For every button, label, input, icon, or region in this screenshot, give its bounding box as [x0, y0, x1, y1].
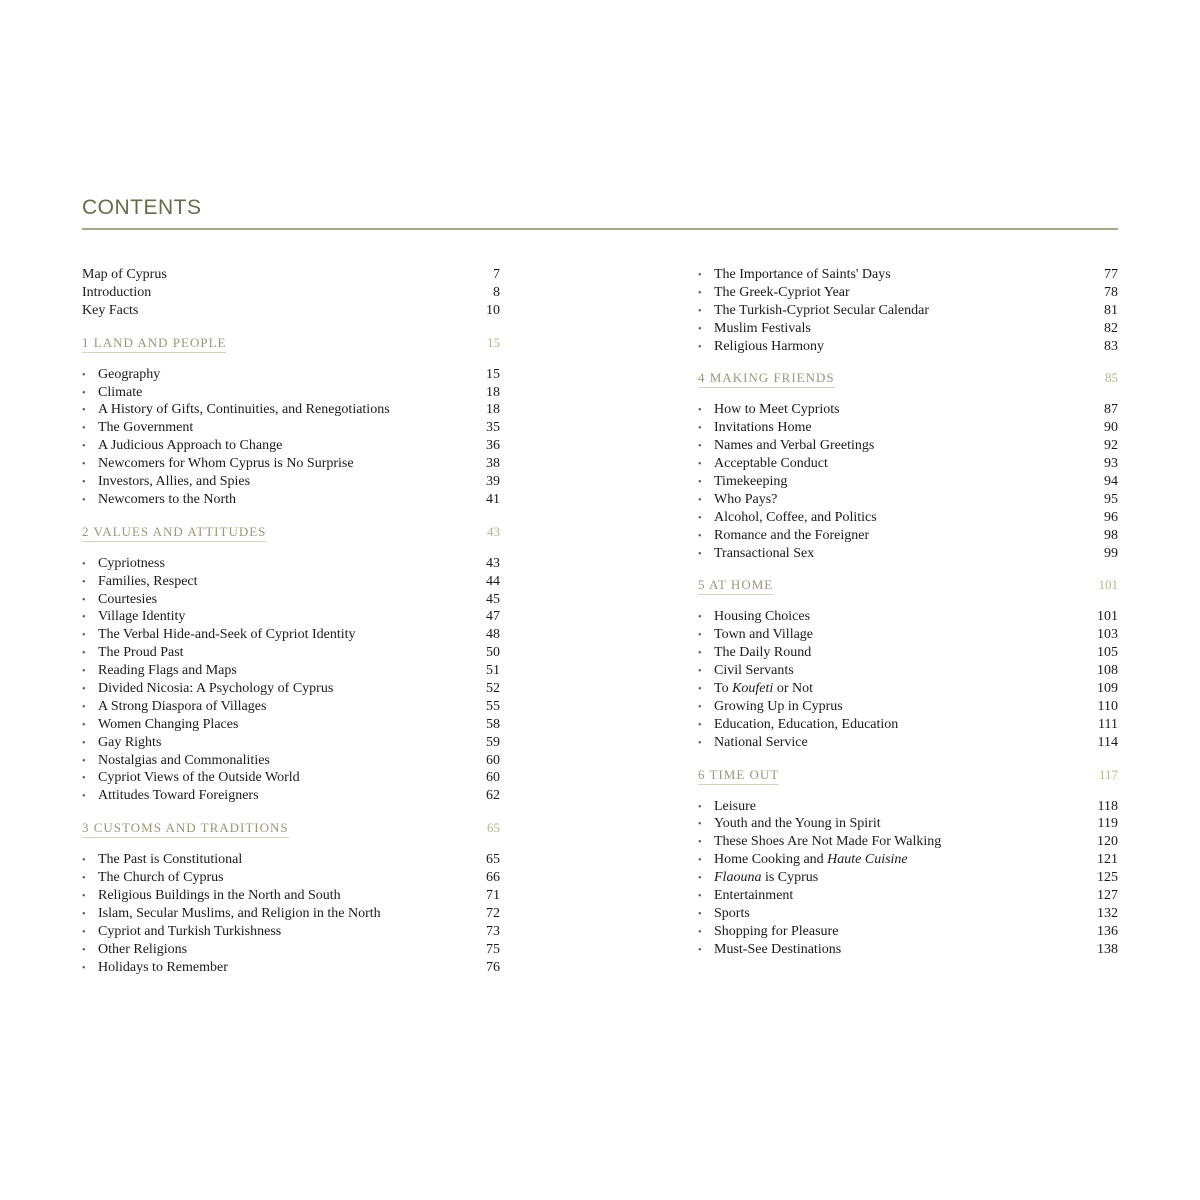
entry-title: A Strong Diaspora of Villages — [98, 698, 267, 714]
entry-page: 114 — [1097, 734, 1118, 750]
bullet-icon: • — [698, 701, 702, 713]
entry-title: Families, Respect — [98, 573, 198, 589]
entry-title: Women Changing Places — [98, 716, 239, 732]
toc-entry[interactable] — [698, 527, 1118, 545]
bullet-icon: • — [82, 855, 86, 867]
entry-title: Other Religions — [98, 941, 188, 957]
entry-page: 60 — [486, 770, 500, 786]
entry-title: Romance and the Foreigner — [714, 527, 870, 543]
entry-title: Leisure — [714, 798, 756, 814]
bullet-icon: • — [698, 855, 702, 867]
bullet-icon: • — [82, 612, 86, 624]
entry-page: 52 — [486, 681, 500, 697]
entry-page: 87 — [1104, 402, 1118, 418]
entry-title: Alcohol, Coffee, and Politics — [714, 509, 877, 525]
toc-entry[interactable] — [82, 266, 500, 284]
entry-page: 71 — [486, 888, 500, 904]
entry-page: 95 — [1104, 491, 1118, 507]
bullet-icon: • — [82, 369, 86, 381]
bullet-icon: • — [698, 477, 702, 489]
entry-page: 119 — [1097, 816, 1118, 832]
entry-page: 132 — [1097, 905, 1118, 921]
toc-entry[interactable] — [82, 905, 500, 923]
toc-entry[interactable] — [698, 734, 1118, 752]
toc-entry[interactable] — [698, 338, 1118, 356]
entry-page: 110 — [1097, 698, 1118, 714]
entry-title: Map of Cyprus — [82, 267, 167, 282]
bullet-icon: • — [698, 305, 702, 317]
toc-entry[interactable] — [698, 419, 1118, 437]
toc-entry[interactable] — [698, 941, 1118, 959]
toc-entry[interactable] — [698, 509, 1118, 527]
chapter-heading[interactable] — [698, 369, 1118, 389]
entry-title: Cypriotness — [98, 555, 165, 571]
entry-title: The Daily Round — [714, 645, 812, 661]
bullet-icon: • — [698, 548, 702, 560]
bullet-icon: • — [698, 684, 702, 696]
entry-title: Climate — [98, 384, 143, 400]
bullet-icon: • — [698, 873, 702, 885]
bullet-icon: • — [698, 270, 702, 281]
bullet-icon: • — [82, 701, 86, 713]
chapter-title: 1 LAND AND PEOPLE — [82, 335, 226, 353]
entry-page: 108 — [1097, 663, 1118, 679]
entry-page: 15 — [486, 366, 500, 382]
toc-entry[interactable] — [82, 734, 500, 752]
entry-title: Flaouna is Cyprus — [714, 870, 819, 886]
toc-entry[interactable] — [698, 851, 1118, 869]
entry-page: 99 — [1104, 545, 1118, 561]
bullet-icon: • — [82, 477, 86, 489]
entry-title: Investors, Allies, and Spies — [98, 474, 251, 490]
bullet-icon: • — [698, 926, 702, 938]
toc-entry[interactable] — [698, 320, 1118, 338]
entry-page: 105 — [1097, 645, 1118, 661]
toc-entry[interactable] — [82, 573, 500, 591]
toc-entry[interactable] — [82, 716, 500, 734]
italic-term: Haute Cuisine — [827, 852, 908, 868]
entry-title: Attitudes Toward Foreigners — [98, 788, 259, 804]
entry-title: Education, Education, Education — [714, 716, 899, 732]
bullet-icon: • — [82, 494, 86, 506]
toc-entry[interactable] — [82, 887, 500, 905]
toc-entry[interactable] — [698, 833, 1118, 851]
toc-column-left — [82, 266, 500, 977]
entry-title: Islam, Secular Muslims, and Religion in the North — [98, 905, 381, 921]
bullet-icon: • — [698, 819, 702, 831]
bullet-icon: • — [698, 494, 702, 506]
bullet-icon: • — [698, 837, 702, 849]
entry-title: Key Facts — [82, 302, 139, 318]
entry-title: The Turkish-Cypriot Secular Calendar — [714, 302, 930, 318]
toc-entry[interactable] — [82, 959, 500, 977]
bullet-icon: • — [82, 791, 86, 803]
entry-title: Muslim Festivals — [714, 320, 811, 336]
front-matter — [82, 266, 500, 320]
entry-page: 117 — [1098, 766, 1118, 782]
bullet-icon: • — [698, 441, 702, 453]
entry-title: To Koufeti or Not — [714, 681, 813, 697]
bullet-icon: • — [698, 648, 702, 660]
entry-page: 76 — [486, 959, 500, 975]
toc-entry[interactable] — [698, 869, 1118, 887]
toc-entry[interactable] — [698, 626, 1118, 644]
entry-page: 121 — [1097, 852, 1118, 868]
entry-title: Civil Servants — [714, 663, 794, 679]
toc-entry[interactable] — [698, 608, 1118, 626]
toc-entry[interactable] — [698, 815, 1118, 833]
entry-title: A History of Gifts, Continuities, and Renegotiations — [98, 402, 390, 418]
entry-page: 44 — [486, 573, 500, 589]
entry-page: 78 — [1104, 284, 1118, 300]
toc-entry[interactable] — [698, 473, 1118, 491]
entry-title: Transactional Sex — [714, 545, 815, 561]
bullet-icon: • — [82, 576, 86, 588]
toc-entry[interactable] — [82, 284, 500, 302]
toc-entry[interactable] — [698, 545, 1118, 563]
entry-title: Timekeeping — [714, 474, 788, 490]
entry-page: 45 — [486, 591, 500, 607]
bullet-icon: • — [698, 512, 702, 524]
entry-page: 10 — [486, 302, 500, 318]
toc-entry[interactable] — [698, 716, 1118, 734]
toc-entry[interactable] — [698, 923, 1118, 941]
bullet-icon: • — [82, 755, 86, 767]
entry-page: 101 — [1097, 609, 1118, 625]
entry-page: 127 — [1097, 888, 1118, 904]
entry-page: 77 — [1104, 267, 1118, 282]
toc-entry[interactable] — [82, 384, 500, 402]
entry-title: The Greek-Cypriot Year — [714, 284, 850, 300]
bullet-icon: • — [82, 908, 86, 920]
toc-entry[interactable] — [698, 905, 1118, 923]
toc-entry[interactable] — [82, 769, 500, 787]
toc-entry[interactable] — [698, 491, 1118, 509]
bullet-icon: • — [82, 944, 86, 956]
toc-entry[interactable] — [698, 401, 1118, 419]
entry-page: 96 — [1104, 509, 1118, 525]
entry-title: Cypriot Views of the Outside World — [98, 770, 300, 786]
toc-entry[interactable] — [82, 591, 500, 609]
entry-page: 60 — [486, 752, 500, 768]
entry-title: The Proud Past — [98, 645, 184, 661]
entry-title: Introduction — [82, 284, 152, 300]
bullet-icon: • — [698, 341, 702, 353]
bullet-icon: • — [82, 648, 86, 660]
entry-page: 59 — [486, 734, 500, 750]
chapter-heading[interactable] — [82, 523, 500, 543]
toc-entry[interactable] — [82, 941, 500, 959]
bullet-icon: • — [82, 666, 86, 678]
bullet-icon: • — [698, 666, 702, 678]
toc-entry[interactable] — [82, 455, 500, 473]
entry-page: 38 — [486, 456, 500, 472]
bullet-icon: • — [82, 891, 86, 903]
entry-page: 43 — [487, 523, 500, 539]
entry-page: 118 — [1097, 798, 1118, 814]
toc-entry[interactable] — [698, 798, 1118, 816]
toc-entry[interactable] — [698, 662, 1118, 680]
entry-title: Newcomers for Whom Cyprus is No Surprise — [98, 456, 354, 472]
entry-title: The Importance of Saints' Days — [714, 267, 891, 282]
entry-title: Religious Harmony — [714, 338, 825, 354]
entry-page: 15 — [487, 334, 500, 350]
entry-page: 65 — [487, 820, 500, 836]
entry-page: 83 — [1104, 338, 1118, 354]
toc-entry[interactable] — [82, 698, 500, 716]
toc-entry[interactable] — [82, 555, 500, 573]
bullet-icon: • — [698, 737, 702, 749]
chapter-heading[interactable] — [82, 819, 500, 839]
entry-page: 92 — [1104, 438, 1118, 454]
entry-page: 35 — [486, 420, 500, 436]
chapter-title: 2 VALUES AND ATTITUDES — [82, 524, 266, 542]
bullet-icon: • — [698, 630, 702, 642]
entry-page: 109 — [1097, 681, 1118, 697]
bullet-icon: • — [698, 423, 702, 435]
entry-page: 7 — [493, 267, 500, 282]
bullet-icon: • — [82, 594, 86, 606]
toc-entry[interactable] — [82, 644, 500, 662]
entry-page: 82 — [1104, 320, 1118, 336]
entry-title: Cypriot and Turkish Turkishness — [98, 923, 282, 939]
chapter-title: 6 TIME OUT — [698, 767, 779, 785]
entry-title: Entertainment — [714, 888, 794, 904]
toc-entry[interactable] — [82, 401, 500, 419]
bullet-icon: • — [698, 530, 702, 542]
bullet-icon: • — [82, 405, 86, 417]
bullet-icon: • — [82, 926, 86, 938]
bullet-icon: • — [82, 684, 86, 696]
toc-entry[interactable] — [82, 626, 500, 644]
bullet-icon: • — [82, 873, 86, 885]
toc-entry[interactable] — [698, 437, 1118, 455]
toc-entry[interactable] — [82, 662, 500, 680]
entry-title: Holidays to Remember — [98, 959, 228, 975]
bullet-icon: • — [82, 773, 86, 785]
entry-title: Shopping for Pleasure — [714, 923, 839, 939]
entry-page: 43 — [486, 555, 500, 571]
entry-page: 120 — [1097, 834, 1118, 850]
entry-title: Village Identity — [98, 609, 186, 625]
toc-entry[interactable] — [698, 887, 1118, 905]
entry-title: The Government — [98, 420, 194, 436]
entry-title: Acceptable Conduct — [714, 456, 828, 472]
entry-page: 66 — [486, 870, 500, 886]
entry-title: Town and Village — [714, 627, 814, 643]
bullet-icon: • — [698, 287, 702, 299]
entry-title: Gay Rights — [98, 734, 162, 750]
entry-page: 36 — [486, 438, 500, 454]
entry-page: 101 — [1098, 577, 1118, 593]
entry-page: 55 — [486, 698, 500, 714]
toc-entry[interactable] — [698, 455, 1118, 473]
chapter-heading[interactable] — [698, 766, 1118, 786]
chapter-3-continued — [698, 266, 1118, 355]
italic-term: Flaouna — [714, 870, 762, 886]
entry-page: 62 — [486, 788, 500, 804]
entry-page: 136 — [1097, 923, 1118, 939]
entry-page: 41 — [486, 491, 500, 507]
entry-title: Reading Flags and Maps — [98, 663, 237, 679]
bullet-icon: • — [82, 737, 86, 749]
entry-title: Home Cooking and Haute Cuisine — [714, 852, 908, 868]
bullet-icon: • — [698, 405, 702, 417]
entry-title: Sports — [714, 905, 750, 921]
entry-title: Must-See Destinations — [714, 941, 842, 957]
toc-entry[interactable] — [82, 473, 500, 491]
bullet-icon: • — [698, 719, 702, 731]
entry-title: Growing Up in Cyprus — [714, 698, 843, 714]
entry-title: The Past is Constitutional — [98, 852, 243, 868]
entry-page: 103 — [1097, 627, 1118, 643]
entry-title: The Verbal Hide-and-Seek of Cypriot Identity — [98, 627, 356, 643]
bullet-icon: • — [698, 459, 702, 471]
bullet-icon: • — [698, 323, 702, 335]
bullet-icon: • — [82, 423, 86, 435]
bullet-icon: • — [82, 459, 86, 471]
entry-title: Nostalgias and Commonalities — [98, 752, 270, 768]
entry-title: Religious Buildings in the North and South — [98, 888, 341, 904]
entry-title: A Judicious Approach to Change — [98, 438, 283, 454]
toc-entry[interactable] — [698, 644, 1118, 662]
entry-title: Geography — [98, 366, 161, 382]
toc-entry[interactable] — [82, 869, 500, 887]
entry-page: 65 — [486, 852, 500, 868]
toc-entry[interactable] — [82, 302, 500, 320]
entry-page: 98 — [1104, 527, 1118, 543]
entry-page: 47 — [486, 609, 500, 625]
page-title: CONTENTS — [82, 196, 202, 219]
entry-page: 18 — [486, 402, 500, 418]
toc-entry[interactable] — [82, 366, 500, 384]
entry-title: Housing Choices — [714, 609, 811, 625]
bullet-icon: • — [698, 612, 702, 624]
entry-page: 138 — [1097, 941, 1118, 957]
bullet-icon: • — [698, 801, 702, 813]
entry-page: 125 — [1097, 870, 1118, 886]
bullet-icon: • — [82, 441, 86, 453]
toc-entry[interactable] — [82, 608, 500, 626]
entry-page: 75 — [486, 941, 500, 957]
entry-title: Divided Nicosia: A Psychology of Cyprus — [98, 681, 334, 697]
bullet-icon: • — [698, 944, 702, 956]
toc-entry[interactable] — [82, 419, 500, 437]
bullet-icon: • — [82, 558, 86, 570]
entry-title: The Church of Cyprus — [98, 870, 224, 886]
chapter-title: 3 CUSTOMS AND TRADITIONS — [82, 820, 289, 838]
chapter-heading[interactable] — [82, 334, 500, 354]
toc-entry[interactable] — [82, 787, 500, 805]
title-divider — [82, 228, 1118, 230]
bullet-icon: • — [82, 719, 86, 731]
entry-page: 48 — [486, 627, 500, 643]
entry-page: 93 — [1104, 456, 1118, 472]
entry-page: 111 — [1098, 716, 1118, 732]
entry-page: 58 — [486, 716, 500, 732]
entry-page: 72 — [486, 905, 500, 921]
entry-page: 73 — [486, 923, 500, 939]
chapter-title: 4 MAKING FRIENDS — [698, 370, 835, 388]
toc-entry[interactable] — [698, 266, 1118, 284]
entry-title: Names and Verbal Greetings — [714, 438, 875, 454]
bullet-icon: • — [698, 908, 702, 920]
toc-entry[interactable] — [82, 680, 500, 698]
entry-page: 81 — [1104, 302, 1118, 318]
entry-page: 8 — [493, 284, 500, 300]
entry-page: 94 — [1104, 474, 1118, 490]
entry-title: These Shoes Are Not Made For Walking — [714, 834, 942, 850]
entry-page: 18 — [486, 384, 500, 400]
entry-title: Newcomers to the North — [98, 491, 237, 507]
entry-page: 39 — [486, 474, 500, 490]
toc-entry[interactable] — [82, 491, 500, 509]
bullet-icon: • — [82, 630, 86, 642]
chapter-heading[interactable] — [698, 576, 1118, 596]
toc-entry[interactable] — [82, 752, 500, 770]
toc-entry[interactable] — [82, 437, 500, 455]
bullet-icon: • — [82, 387, 86, 399]
chapter-title: 5 AT HOME — [698, 577, 773, 595]
toc-entry[interactable] — [82, 851, 500, 869]
toc-entry[interactable] — [698, 680, 1118, 698]
toc-entry[interactable] — [698, 302, 1118, 320]
toc-column-right — [698, 266, 1118, 959]
entry-page: 51 — [486, 663, 500, 679]
entry-title: Youth and the Young in Spirit — [714, 816, 881, 832]
entry-title: How to Meet Cypriots — [714, 402, 840, 418]
entry-title: National Service — [714, 734, 808, 750]
entry-page: 90 — [1104, 420, 1118, 436]
entry-title: Invitations Home — [714, 420, 812, 436]
entry-page: 50 — [486, 645, 500, 661]
entry-title: Who Pays? — [714, 491, 778, 507]
toc-entry[interactable] — [82, 923, 500, 941]
bullet-icon: • — [698, 891, 702, 903]
toc-entry[interactable] — [698, 284, 1118, 302]
entry-page: 85 — [1105, 370, 1118, 386]
entry-title: Courtesies — [98, 591, 158, 607]
italic-term: Koufeti — [732, 681, 774, 697]
toc-entry[interactable] — [698, 698, 1118, 716]
bullet-icon: • — [82, 962, 86, 974]
